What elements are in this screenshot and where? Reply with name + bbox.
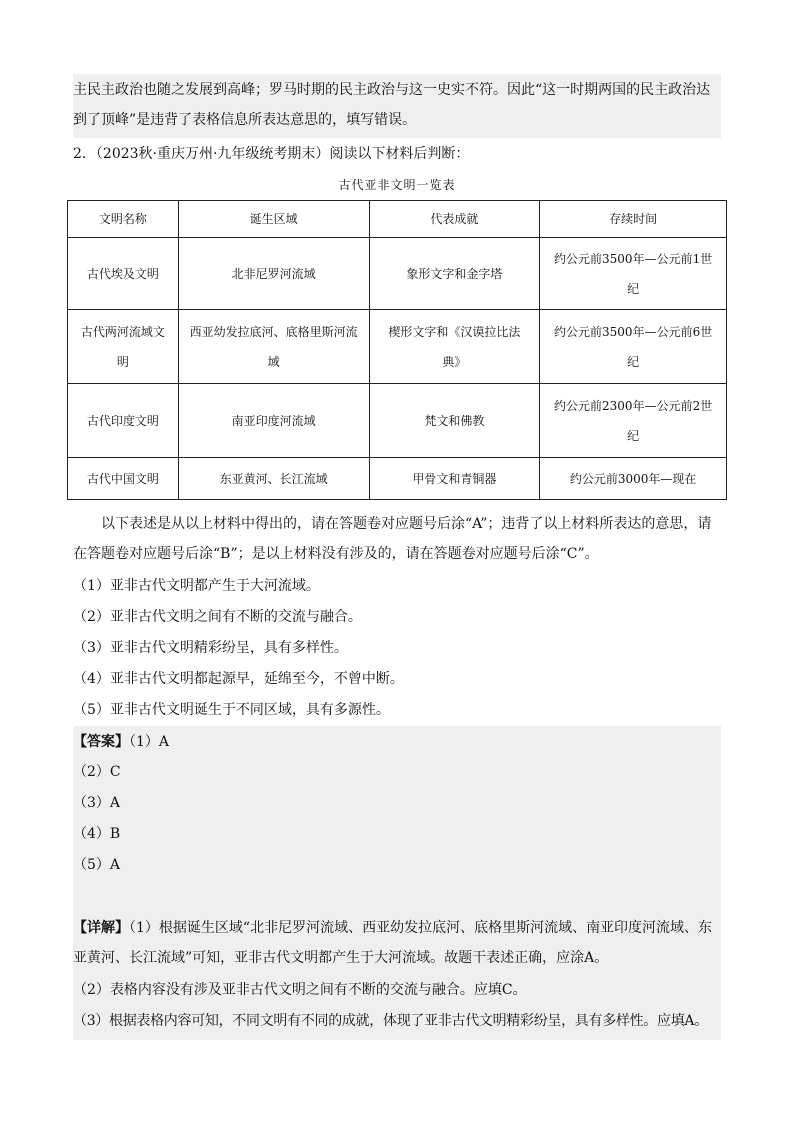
cell-achievement: 甲骨文和青铜器 bbox=[369, 458, 540, 500]
col-header-name: 文明名称 bbox=[68, 201, 179, 238]
detail-label: 【详解】 bbox=[73, 920, 129, 936]
intro-line-2: 到了顶峰”是违背了表格信息所表达意思的，填写错误。 bbox=[73, 112, 417, 128]
col-header-region: 诞生区域 bbox=[178, 201, 369, 238]
cell-duration: 约公元前3000年—现在 bbox=[540, 458, 727, 500]
answer-4: （4）B bbox=[73, 826, 121, 842]
table-title: 古代亚非文明一览表 bbox=[338, 178, 456, 192]
instruction-line-1: 以下表述是从以上材料中得出的，请在答题卷对应题号后涂“A”；违背了以上材料所表达的意思，请 bbox=[101, 516, 712, 532]
table-row bbox=[68, 310, 727, 384]
cell-name: 古代印度文明 bbox=[68, 384, 179, 458]
statement-item-1: （1）亚非古代文明都产生于大河流域。 bbox=[73, 578, 320, 594]
cell-duration: 约公元前2300年—公元前2世纪 bbox=[540, 384, 727, 458]
col-header-duration: 存续时间 bbox=[540, 201, 727, 238]
cell-region: 南亚印度河流域 bbox=[178, 384, 369, 458]
cell-region: 西亚幼发拉底河、底格里斯河流域 bbox=[178, 310, 369, 384]
cell-region: 东亚黄河、长江流域 bbox=[178, 458, 369, 500]
cell-name: 古代两河流域文明 bbox=[68, 310, 179, 384]
cell-name: 古代中国文明 bbox=[68, 458, 179, 500]
instruction-line-2: 在答题卷对应题号后涂“B”；是以上材料没有涉及的，请在答题卷对应题号后涂“C”。 bbox=[73, 546, 599, 562]
cell-name: 古代埃及文明 bbox=[68, 238, 179, 310]
statement-item-5: （5）亚非古代文明诞生于不同区域，具有多源性。 bbox=[73, 702, 390, 718]
civilization-table bbox=[67, 200, 727, 500]
detail-line-4: （3）根据表格内容可知，不同文明有不同的成就，体现了亚非古代文明精彩纷呈，具有多样性。应填A。 bbox=[73, 1013, 708, 1029]
answer-5: （5）A bbox=[73, 857, 121, 873]
table-row bbox=[68, 384, 727, 458]
cell-achievement: 象形文字和金字塔 bbox=[369, 238, 540, 310]
detail-text-1: （1）根据诞生区域“北非尼罗河流域、西亚幼发拉底河、底格里斯河流域、南亚印度河流域、东 bbox=[129, 920, 713, 936]
detail-line-1 bbox=[73, 918, 721, 938]
question-header: 2．（2023秋·重庆万州·九年级统考期末）阅读以下材料后判断： bbox=[73, 146, 470, 162]
intro-line-1: 主民主政治也随之发展到高峰；罗马时期的民主政治与这一史实不符。因此“这一时期两国的民主政治达 bbox=[73, 82, 711, 98]
table-header-row bbox=[68, 201, 727, 238]
answer-line-1 bbox=[73, 732, 721, 752]
statement-item-4: （4）亚非古代文明都起源早，延绵至今，不曾中断。 bbox=[73, 671, 404, 687]
detail-line-3: （2）表格内容没有涉及亚非古代文明之间有不断的交流与融合。应填C。 bbox=[73, 982, 527, 998]
table-row bbox=[68, 238, 727, 310]
cell-achievement: 楔形文字和《汉谟拉比法典》 bbox=[369, 310, 540, 384]
answer-1: （1）A bbox=[129, 734, 170, 750]
detail-line-2: 亚黄河、长江流域”可知，亚非古代文明都产生于大河流域。故题干表述正确，应涂A。 bbox=[73, 950, 609, 966]
cell-duration: 约公元前3500年—公元前6世纪 bbox=[540, 310, 727, 384]
table-row bbox=[68, 458, 727, 500]
answer-2: （2）C bbox=[73, 764, 121, 780]
cell-region: 北非尼罗河流域 bbox=[178, 238, 369, 310]
answer-3: （3）A bbox=[73, 795, 121, 811]
statement-item-2: （2）亚非古代文明之间有不断的交流与融合。 bbox=[73, 609, 362, 625]
answer-label: 【答案】 bbox=[73, 734, 129, 750]
cell-achievement: 梵文和佛教 bbox=[369, 384, 540, 458]
statement-item-3: （3）亚非古代文明精彩纷呈，具有多样性。 bbox=[73, 640, 348, 656]
cell-duration: 约公元前3500年—公元前1世纪 bbox=[540, 238, 727, 310]
col-header-achievement: 代表成就 bbox=[369, 201, 540, 238]
